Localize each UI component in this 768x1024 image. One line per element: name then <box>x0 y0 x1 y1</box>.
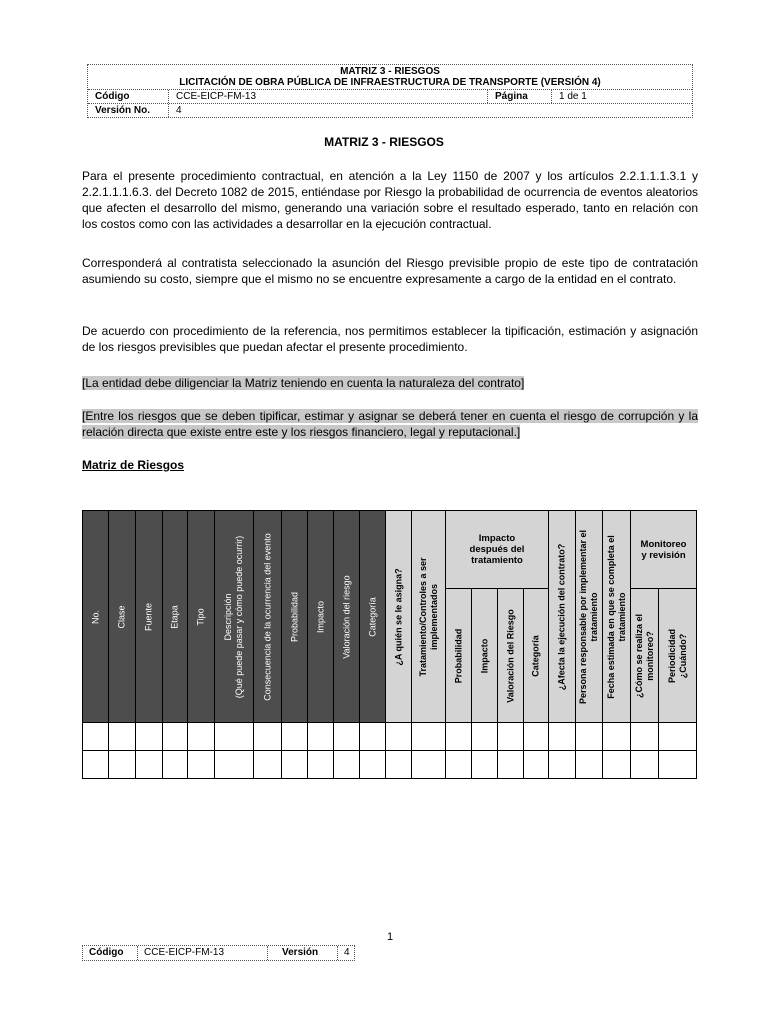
matrix-cell[interactable] <box>386 723 412 751</box>
descripcion-line-1: Descripción <box>223 592 233 641</box>
col-header-fecha <box>603 511 631 723</box>
col-header-etapa <box>163 511 188 723</box>
sub-header-periodicidad <box>659 589 697 723</box>
footer-codigo-value: CCE-EICP-FM-13 <box>137 946 267 960</box>
version-value: 4 <box>168 104 692 117</box>
col-header-afecta-text: ¿Afecta la ejecución del contrato? <box>556 543 567 690</box>
matrix-cell[interactable] <box>659 723 697 751</box>
sub-header-valoracion-text: Valoración del Riesgo <box>505 608 515 703</box>
matrix-cell[interactable] <box>524 723 549 751</box>
group-header-monitoreo <box>631 511 697 589</box>
footer-version-value: 4 <box>337 946 354 960</box>
matrix-cell[interactable] <box>83 751 109 779</box>
fecha-line-1: Fecha estimada en que se completa el <box>605 534 616 699</box>
matrix-cell[interactable] <box>360 751 386 779</box>
document-footer <box>82 945 355 961</box>
sub-header-impacto <box>472 589 498 723</box>
matrix-cell[interactable] <box>188 723 215 751</box>
matrix-cell[interactable] <box>308 751 334 779</box>
footer-codigo-label: Código <box>89 947 124 958</box>
col-header-clase-text: Clase <box>116 604 127 629</box>
matrix-cell[interactable] <box>215 751 254 779</box>
descripcion-line-2: (Qué puede pasar y cómo puede ocurrir) <box>234 535 244 698</box>
col-header-consecuencia-text: Consecuencia de la ocurrencia del evento <box>262 532 272 701</box>
matrix-cell[interactable] <box>136 751 163 779</box>
matrix-cell[interactable] <box>524 751 549 779</box>
col-header-descripcion <box>215 511 254 723</box>
matrix-cell[interactable] <box>472 723 498 751</box>
tratamiento-line-1: Tratamiento/Controles a ser <box>417 556 428 677</box>
col-header-impacto-text: Impacto <box>315 600 325 633</box>
matrix-cell[interactable] <box>83 723 109 751</box>
col-header-fuente <box>136 511 163 723</box>
col-header-tratamiento <box>412 511 446 723</box>
col-header-tipo <box>188 511 215 723</box>
col-header-a-quien-text: ¿A quién se le asigna? <box>393 567 403 666</box>
col-header-clase <box>109 511 136 723</box>
persona-line-2: tratamiento <box>589 592 599 642</box>
matrix-cell[interactable] <box>659 751 697 779</box>
codigo-label: Código <box>95 91 130 102</box>
matrix-cell[interactable] <box>549 751 576 779</box>
matrix-cell[interactable] <box>254 751 282 779</box>
header-codigo-row <box>88 89 692 103</box>
col-header-fecha-text <box>606 535 628 699</box>
col-header-descripcion-text <box>223 535 245 698</box>
matrix-cell[interactable] <box>603 723 631 751</box>
header-title-1: MATRIZ 3 - RIESGOS <box>340 66 440 77</box>
header-title-2: LICITACIÓN DE OBRA PÚBLICA DE INFRAESTRUCTURA DE TRANSPORTE (VERSIÓN 4) <box>179 77 601 88</box>
matrix-cell[interactable] <box>254 723 282 751</box>
matrix-cell[interactable] <box>109 723 136 751</box>
matrix-cell[interactable] <box>188 751 215 779</box>
table-row <box>83 723 697 751</box>
matrix-cell[interactable] <box>631 723 659 751</box>
col-header-persona <box>576 511 603 723</box>
footer-version-label: Versión <box>267 946 337 960</box>
matrix-cell[interactable] <box>498 723 524 751</box>
sub-header-impacto-text: Impacto <box>479 638 489 673</box>
col-header-valoracion-text: Valoración del riesgo <box>341 574 351 659</box>
col-header-consecuencia <box>254 511 282 723</box>
col-header-categoria <box>360 511 386 723</box>
matrix-cell[interactable] <box>576 723 603 751</box>
codigo-value: CCE-EICP-FM-13 <box>168 90 487 103</box>
periodicidad-line-1: Periodicidad <box>666 628 677 683</box>
matrix-cell[interactable] <box>549 723 576 751</box>
matrix-cell[interactable] <box>308 723 334 751</box>
col-header-tratamiento-text <box>418 557 440 676</box>
paragraph-tipificacion: De acuerdo con procedimiento de la referencia, nos permitimos establecer la tipificación, estimación y asignación de los riesgos previsibles que puedan afectar el presente procedimiento. <box>82 324 698 354</box>
matrix-cell[interactable] <box>215 723 254 751</box>
matrix-cell[interactable] <box>334 751 360 779</box>
paragraph-note-2 <box>82 408 698 440</box>
col-header-no-text: No. <box>90 609 100 624</box>
col-header-impacto <box>308 511 334 723</box>
col-header-persona-text <box>578 529 600 703</box>
version-label: Versión No. <box>95 105 151 116</box>
col-header-probabilidad-text: Probabilidad <box>289 591 299 642</box>
matrix-cell[interactable] <box>163 751 188 779</box>
col-header-tipo-text: Tipo <box>195 607 206 626</box>
tratamiento-line-2: implementados <box>428 583 439 650</box>
header-title <box>88 65 692 89</box>
sub-header-periodicidad-text <box>667 628 689 682</box>
matrix-cell[interactable] <box>282 751 308 779</box>
group-header-impacto-text: Impacto después del tratamiento <box>469 533 525 566</box>
persona-line-1: Persona responsable por implementar el <box>578 529 588 704</box>
table-row <box>83 751 697 779</box>
group-header-monitoreo-text: Monitoreo y revisión <box>640 538 687 561</box>
matrix-cell[interactable] <box>576 751 603 779</box>
sub-header-valoracion <box>498 589 524 723</box>
matrix-cell[interactable] <box>446 723 472 751</box>
sub-header-probabilidad-text: Probabilidad <box>453 628 463 683</box>
header-version-row <box>88 103 692 117</box>
sub-header-como-text <box>634 613 656 697</box>
como-line-2: monitoreo? <box>644 630 655 681</box>
col-header-probabilidad <box>282 511 308 723</box>
matrix-cell[interactable] <box>360 723 386 751</box>
sub-header-categoria <box>524 589 549 723</box>
matrix-cell[interactable] <box>109 751 136 779</box>
col-header-no <box>83 511 109 723</box>
col-header-etapa-text: Etapa <box>169 604 180 629</box>
sub-header-probabilidad <box>446 589 472 723</box>
col-header-categoria-text: Categoría <box>367 596 377 637</box>
section-title-matriz: Matriz de Riesgos <box>82 458 185 472</box>
paragraph-contratista: Corresponderá al contratista seleccionado la asunción del Riesgo previsible propio de este tipo de contratación asumiendo su costo, siempre que el mismo no se encuentre expresamente a cargo de la entidad en el contrato. <box>82 256 698 286</box>
matrix-cell[interactable] <box>412 723 446 751</box>
matrix-cell[interactable] <box>631 751 659 779</box>
col-header-fuente-text: Fuente <box>143 602 154 631</box>
pagina-value: 1 de 1 <box>551 90 692 103</box>
matrix-cell[interactable] <box>163 723 188 751</box>
paragraph-definition: Para el presente procedimiento contractual, en atención a la Ley 1150 de 2007 y los artículos 2.2.1.1.1.3.1 y 2.2.1.1.1.6.3. del Decreto 1082 de 2015, entiéndase por Riesgo la probabilidad de ocurrencia de eventos aleatorios que afecten el desarrollo del mismo, generando una variación sobre el resultado esperado, tanto en relación con los costos como con las actividades a desarrollar en la ejecución contractual. <box>82 169 698 231</box>
matrix-cell[interactable] <box>412 751 446 779</box>
sub-header-categoria-text: Categoría <box>530 634 541 677</box>
periodicidad-line-2: ¿Cuándo? <box>677 633 688 678</box>
col-header-a-quien <box>386 511 412 723</box>
matrix-cell[interactable] <box>446 751 472 779</box>
col-header-valoracion <box>334 511 360 723</box>
paragraph-note-1 <box>82 375 698 391</box>
highlighted-note-2: [Entre los riesgos que se deben tipificar, estimar y asignar se deberá tener en cuenta el riesgo de corrupción y la relación directa que existe entre este y los riesgos financiero, legal y reputacional.] <box>82 409 698 439</box>
matrix-cell[interactable] <box>334 723 360 751</box>
matrix-cell[interactable] <box>498 751 524 779</box>
highlighted-note-1: [La entidad debe diligenciar la Matriz teniendo en cuenta la naturaleza del contrato] <box>82 376 525 390</box>
document-title: MATRIZ 3 - RIESGOS <box>324 135 444 149</box>
risk-matrix-table <box>82 510 697 779</box>
matrix-cell[interactable] <box>136 723 163 751</box>
page-number: 1 <box>386 931 394 943</box>
fecha-line-2: tratamiento <box>616 591 627 642</box>
matrix-cell[interactable] <box>386 751 412 779</box>
col-header-afecta <box>549 511 576 723</box>
pagina-label: Página <box>487 90 551 103</box>
matrix-cell[interactable] <box>282 723 308 751</box>
sub-header-como <box>631 589 659 723</box>
como-line-1: ¿Cómo se realiza el <box>633 613 644 698</box>
group-header-impacto <box>446 511 549 589</box>
matrix-cell[interactable] <box>603 751 631 779</box>
matrix-cell[interactable] <box>472 751 498 779</box>
document-header <box>87 64 693 118</box>
